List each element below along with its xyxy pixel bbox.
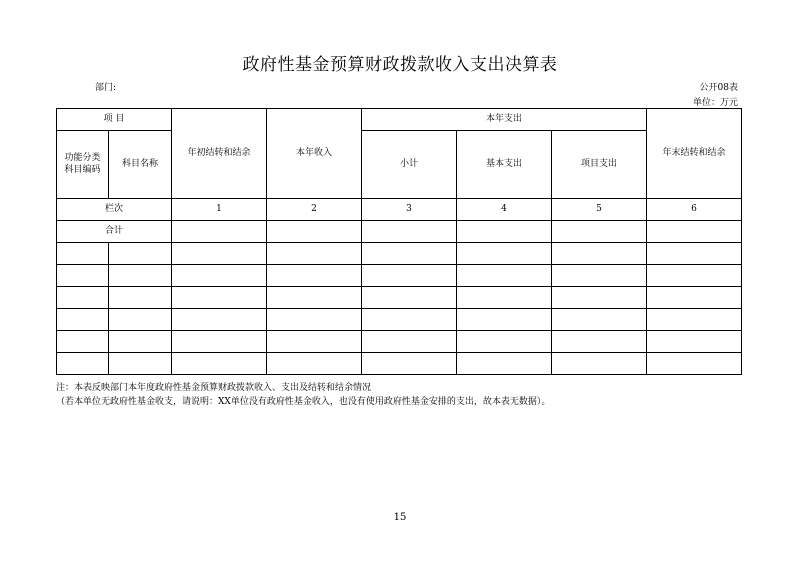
column-number: 3 xyxy=(362,199,457,221)
note-line-2: （若本单位无政府性基金收支，请说明：XX单位没有政府性基金收入，也没有使用政府性基金安排的支出，故本表无数据）。 xyxy=(56,397,551,407)
table-cell xyxy=(647,309,742,331)
table-cell xyxy=(267,309,362,331)
table-cell xyxy=(172,287,267,309)
table-cell xyxy=(57,243,109,265)
table-cell xyxy=(457,309,552,331)
func-code-header: 功能分类 科目编码 xyxy=(57,131,109,199)
page-number: 15 xyxy=(393,512,407,523)
table-cell xyxy=(57,353,109,375)
beginning-balance-header: 年初结转和结余 xyxy=(172,109,267,199)
table-cell xyxy=(57,265,109,287)
table-cell xyxy=(552,309,647,331)
table-cell xyxy=(362,287,457,309)
note-line-1: 注：本表反映部门本年度政府性基金预算财政拨款收入、支出及结转和结余情况 xyxy=(56,383,372,393)
basic-expense-header: 基本支出 xyxy=(457,131,552,199)
item-header: 项 目 xyxy=(57,109,172,131)
table-cell xyxy=(172,265,267,287)
column-index-label: 栏次 xyxy=(57,199,172,221)
project-expense-header: 项目支出 xyxy=(552,131,647,199)
table-cell xyxy=(362,353,457,375)
table-cell xyxy=(172,221,267,243)
total-label: 合计 xyxy=(57,221,172,243)
column-number: 1 xyxy=(172,199,267,221)
table-row xyxy=(57,265,742,287)
table-cell xyxy=(552,331,647,353)
subtotal-header: 小计 xyxy=(362,131,457,199)
table-cell xyxy=(457,243,552,265)
total-row xyxy=(57,221,742,243)
table-cell xyxy=(267,221,362,243)
current-income-header: 本年收入 xyxy=(267,109,362,199)
table-cell xyxy=(109,243,172,265)
table-cell xyxy=(457,287,552,309)
table-cell xyxy=(362,221,457,243)
table-row xyxy=(57,331,742,353)
ending-balance-header: 年末结转和结余 xyxy=(647,109,742,199)
column-number: 4 xyxy=(457,199,552,221)
table-cell xyxy=(647,353,742,375)
table-cell xyxy=(57,309,109,331)
table-cell xyxy=(552,353,647,375)
table-cell xyxy=(647,331,742,353)
form-number: 公开08表 xyxy=(699,83,738,93)
budget-table xyxy=(56,108,742,375)
table-row xyxy=(57,353,742,375)
table-cell xyxy=(457,265,552,287)
table-cell xyxy=(647,243,742,265)
table-cell xyxy=(172,309,267,331)
table-cell xyxy=(457,331,552,353)
table-cell xyxy=(552,221,647,243)
table-cell xyxy=(267,331,362,353)
table-cell xyxy=(267,353,362,375)
table-cell xyxy=(552,243,647,265)
table-cell xyxy=(552,265,647,287)
column-number: 2 xyxy=(267,199,362,221)
table-cell xyxy=(457,221,552,243)
department-label: 部门: xyxy=(95,83,117,93)
column-number: 6 xyxy=(647,199,742,221)
table-row xyxy=(57,309,742,331)
table-cell xyxy=(647,221,742,243)
table-cell xyxy=(362,331,457,353)
table-cell xyxy=(647,287,742,309)
table-cell xyxy=(109,265,172,287)
page-title: 政府性基金预算财政拨款收入支出决算表 xyxy=(242,55,558,75)
current-expense-header: 本年支出 xyxy=(362,109,647,131)
table-cell xyxy=(109,309,172,331)
table-cell xyxy=(109,331,172,353)
table-cell xyxy=(109,353,172,375)
table-cell xyxy=(57,287,109,309)
unit-label: 单位：万元 xyxy=(692,98,738,108)
table-cell xyxy=(647,265,742,287)
table-cell xyxy=(362,309,457,331)
table-cell xyxy=(362,265,457,287)
table-cell xyxy=(267,243,362,265)
subject-name-header: 科目名称 xyxy=(109,131,172,199)
table-cell xyxy=(109,287,172,309)
table-row xyxy=(57,287,742,309)
table-cell xyxy=(457,353,552,375)
table-cell xyxy=(552,287,647,309)
table-cell xyxy=(57,331,109,353)
column-index-row xyxy=(57,199,742,221)
table-row xyxy=(57,243,742,265)
table-cell xyxy=(267,287,362,309)
column-number: 5 xyxy=(552,199,647,221)
table-cell xyxy=(267,265,362,287)
table-cell xyxy=(362,243,457,265)
table-cell xyxy=(172,331,267,353)
table-cell xyxy=(172,353,267,375)
table-cell xyxy=(172,243,267,265)
